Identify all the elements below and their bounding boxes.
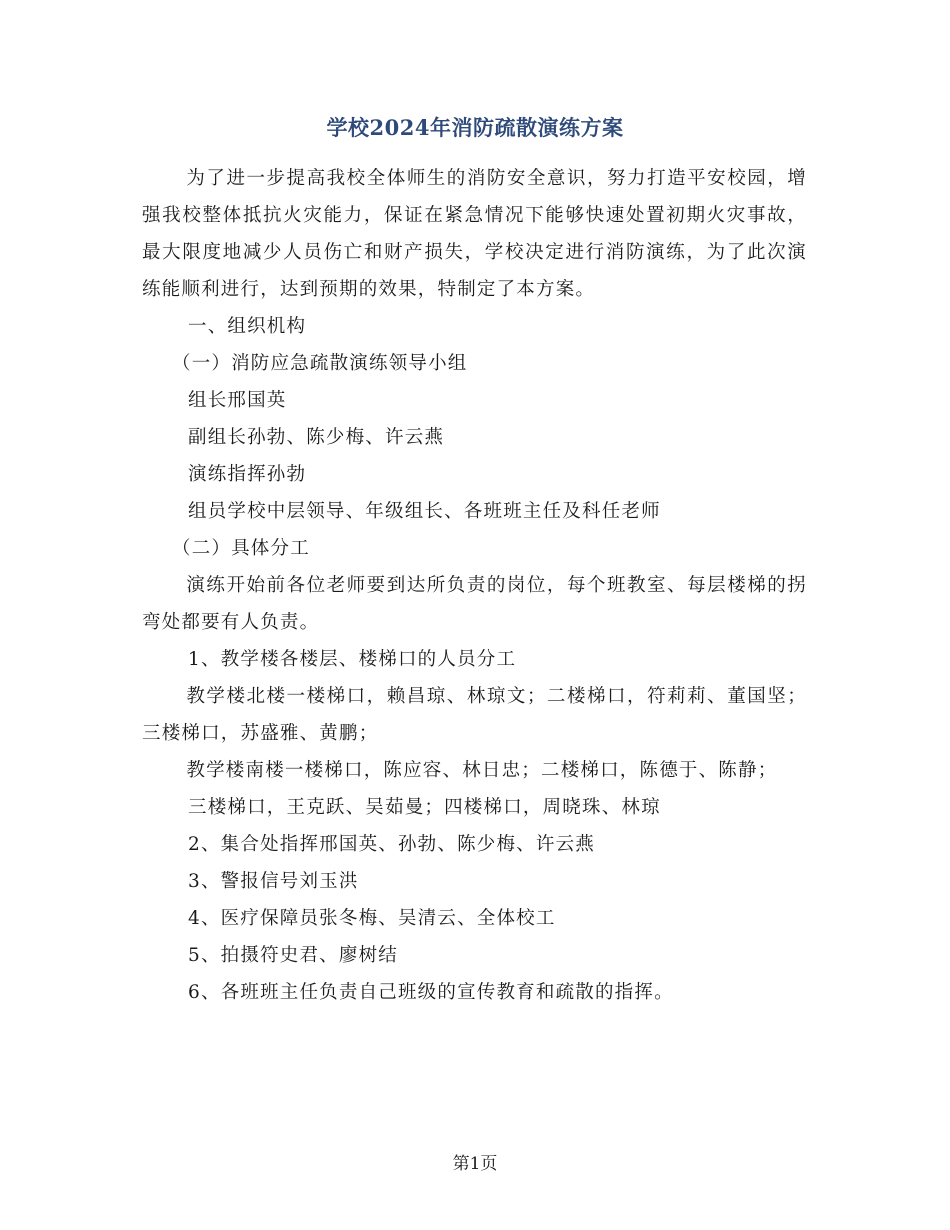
paragraph: 副组长孙勃、陈少梅、许云燕 bbox=[188, 427, 445, 448]
subsection-heading: （一）消防应急疏散演练领导小组 bbox=[172, 353, 468, 374]
list-item: 3、警报信号刘玉洪 bbox=[188, 871, 359, 892]
intro-paragraph: 为了进一步提高我校全体师生的消防安全意识，努力打造平安校园，增强我校整体抵抗火灾能力，保证在紧急情况下能够快速处置初期火灾事故，最大限度地减少人员伤亡和财产损失，学校决定进行消防演练，为了此次演练能顺利进行，达到预期的效果，特制定了本方案。 bbox=[142, 168, 807, 300]
paragraph: 演练开始前各位老师要到达所负责的岗位，每个班教室、每层楼梯的拐弯处都要有人负责。 bbox=[142, 575, 807, 633]
list-item: 1、教学楼各楼层、楼梯口的人员分工 bbox=[188, 649, 517, 670]
paragraph: 演练指挥孙勃 bbox=[188, 464, 307, 485]
paragraph: 组员学校中层领导、年级组长、各班班主任及科任老师 bbox=[188, 501, 661, 522]
paragraph: 教学楼南楼一楼梯口，陈应容、林日忠；二楼梯口，陈德于、陈静； bbox=[186, 760, 778, 781]
list-item: 6、各班班主任负责自己班级的宣传教育和疏散的指挥。 bbox=[188, 982, 674, 1003]
list-item: 5、拍摄符史君、廖树结 bbox=[188, 945, 398, 966]
paragraph: 组长邢国英 bbox=[188, 390, 287, 411]
list-item: 2、集合处指挥邢国英、孙勃、陈少梅、许云燕 bbox=[188, 834, 595, 855]
paragraph: 三楼梯口，王克跃、吴茹曼；四楼梯口，周晓珠、林琼 bbox=[188, 797, 661, 818]
document-title: 学校2024年消防疏散演练方案 bbox=[326, 115, 624, 140]
subsection-heading: （二）具体分工 bbox=[172, 538, 310, 559]
paragraph: 教学楼北楼一楼梯口，赖昌琼、林琼文；二楼梯口，符莉莉、董国坚；三楼梯口，苏盛雅、黄鹏； bbox=[142, 686, 807, 744]
page-number: 第1页 bbox=[452, 1154, 498, 1174]
list-item: 4、医疗保障员张冬梅、吴清云、全体校工 bbox=[188, 908, 556, 929]
section-heading: 一、组织机构 bbox=[188, 316, 307, 337]
document-body bbox=[142, 160, 807, 1011]
